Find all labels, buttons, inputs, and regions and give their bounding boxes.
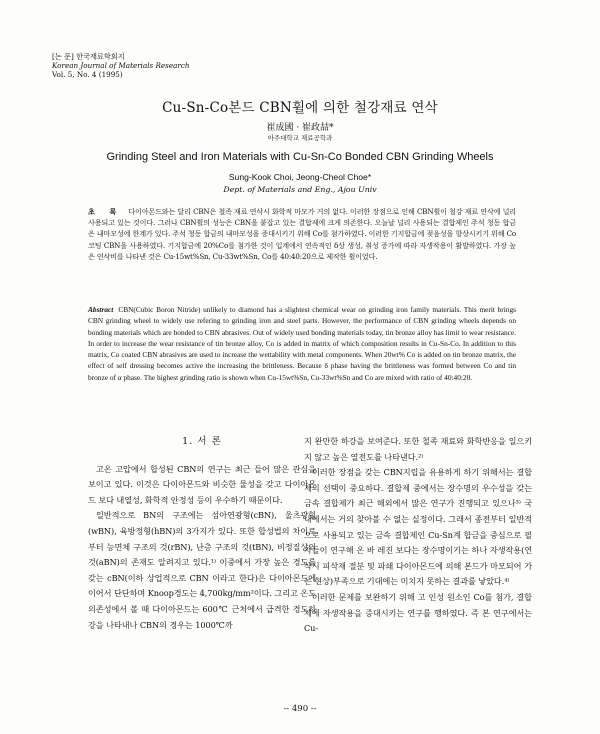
affiliation-en: Dept. of Materials and Eng., Ajou Univ <box>223 185 377 194</box>
affiliation-ko: 아주대학교 재료공학과 <box>267 134 333 142</box>
body-paragraph: 이러한 문제를 보완하기 위해 고 인성 원소인 Co를 첨가, 결합제에 자생작용을 증대시키는 연구를 행하였다. 즉 본 연구에서는 Cu- <box>304 591 532 634</box>
journal-volume: Vol. 5, No. 4 (1995) <box>52 70 123 79</box>
abstract-en-text: CBN(Cubic Boron Nitride) unlikely to diamond has a slightest chemical wear on grinding iron family materials. This merit brings CBN grinding wheel to widely use refering to grinding iron and steel parts. However, the performance of CBN grinding wheels depends on bonding materials which are bonded to CBN abrasives. Out of widely used bonding materials today, tin bronze alloy has limit to wear resistance. In order to increase the wear resistance of tin bronze alloy, Co is added in matrix of which composition results in Cu-Sn-Co. In addition to this matrix, Co coated CBN abrasives are used to increase the wettability with metal components. When 20wt% Co is added on tin bronze matrix, the effect of self dressing becomes active the increasing the brittleness. Because δ phase having the brittleness was formed between Co and tin bronze of α phase. The highest grinding ratio is shown when Cu-15wt%Sn, Cu-33wt%Sn and Co are mixed with ratio of 40:40:20. <box>88 305 516 382</box>
journal-name-ko: [논 문] 한국재료학회지 <box>52 52 125 61</box>
abstract-en <box>88 304 516 383</box>
page-number: -- 490 -- <box>283 704 317 714</box>
body-paragraph: 고온 고압에서 합성된 CBN의 연구는 최근 들어 많은 관심을 보이고 있다. 이것은 다이아몬드와 비슷한 물성을 갖고 다이아몬드 보다 내열성, 화학적 안정성 등이 우수하기 때문이다. <box>88 463 316 505</box>
abstract-ko-label: 초 록 <box>88 207 123 216</box>
authors-en: Sung-Kook Choi, Jeong-Cheol Choe* <box>228 172 372 182</box>
body-paragraph: 지 완만한 하강을 보여준다. 또한 철족 재료와 화학반응을 일으키지 않고 높은 열전도를 나타낸다.²⁾ <box>304 436 532 462</box>
body-column-right <box>304 434 532 637</box>
body-column-left <box>88 434 316 633</box>
paper-title-en: Grinding Steel and Iron Materials with Cu-Sn-Co Bonded CBN Grinding Wheels <box>106 151 494 163</box>
journal-name-en: Korean Journal of Materials Research <box>52 61 190 70</box>
abstract-ko <box>88 206 516 262</box>
abstract-en-label: Abstract <box>88 305 114 314</box>
authors-ko: 崔成國 · 崔政喆* <box>266 123 334 133</box>
journal-header <box>52 52 190 79</box>
abstract-ko-text: 다이아몬드와는 달리 CBN은 철족 재료 연삭시 화학적 마모가 거의 없다. 이러한 장점으로 인해 CBN휠이 철강 재료 연삭에 널리 사용되고 있는 것이다. 그러나 CBN휠의 성능은 CBN을 붙잡고 있는 결합제에 크게 의존한다. 오늘날 널리 사용되는 결합제인 주석 청동 합금은 내마모성에 한계가 있다. 주석 청동 합금의 내마모성을 증대시키기 위해 Co를 첨가하였다. 이러한 기지합금에 젖음성을 향상시키기 위해 Co코팅 CBN을 사용하였다. 기지합금에 20%Co를 첨가한 것이 입계에서 연속적인 δ상 생성, 취성 증가에 따라 자생작용이 활발하였다. 가장 높은 연삭비를 나타낸 것은 Cu-15wt%Sn, Cu-33wt%Sn, Co를 40:40:20으로 제작한 휠이었다. <box>88 207 516 261</box>
section-heading-introduction: 1. 서 론 <box>182 436 222 447</box>
body-paragraph: 이러한 장점을 갖는 CBN지립을 유용하게 하기 위해서는 결합제의 선택이 중요하다. 결합제 중에서는 장수명의 우수성을 갖는 금속 결합제가 최근 해외에서 많은 연구가 진행되고 있으나³⁾ 국내에서는 거의 찾아볼 수 없는 실정이다. 그래서 종전부터 일반적으로 사용되고 있는 금속 결합제인 Cu-Sn계 합금을 중심으로 필자들이 연구해 온 바 레진 보다는 장수명이기는 하나 자생작용(연삭시 피삭재 절분 및 파쇄 다이아몬드에 의해 본드가 마모되어 가는 현상)부족으로 기대에는 미치지 못하는 결과를 낳았다.⁴⁾ <box>304 467 532 587</box>
body-paragraph: 일반적으로 BN의 구조에는 섬아연광형(cBN), 울츠광형(wBN), 육방정형(hBN)의 3가지가 있다. 또한 합성법의 차이로부터 능면체 구조의 것(rBN), 난층 구조의 것(tBN), 비정질상의 것(aBN)의 존재도 알려지고 있다.¹⁾ 이중에서 가장 높은 경도를 갖는 cBN(이하 상업적으로 CBN 이라고 한다)은 다이아몬드에 이어서 단단하며 Knoop경도는 4,700kg/mm²이다. 그리고 온도 의존성에서 볼 때 다이아몬드는 600℃ 근처에서 급격한 경도하강을 나타내나 CBN의 경우는 1000℃까 <box>88 510 316 630</box>
paper-title-ko: Cu-Sn-Co본드 CBN휠에 의한 철강재료 연삭 <box>162 100 438 116</box>
